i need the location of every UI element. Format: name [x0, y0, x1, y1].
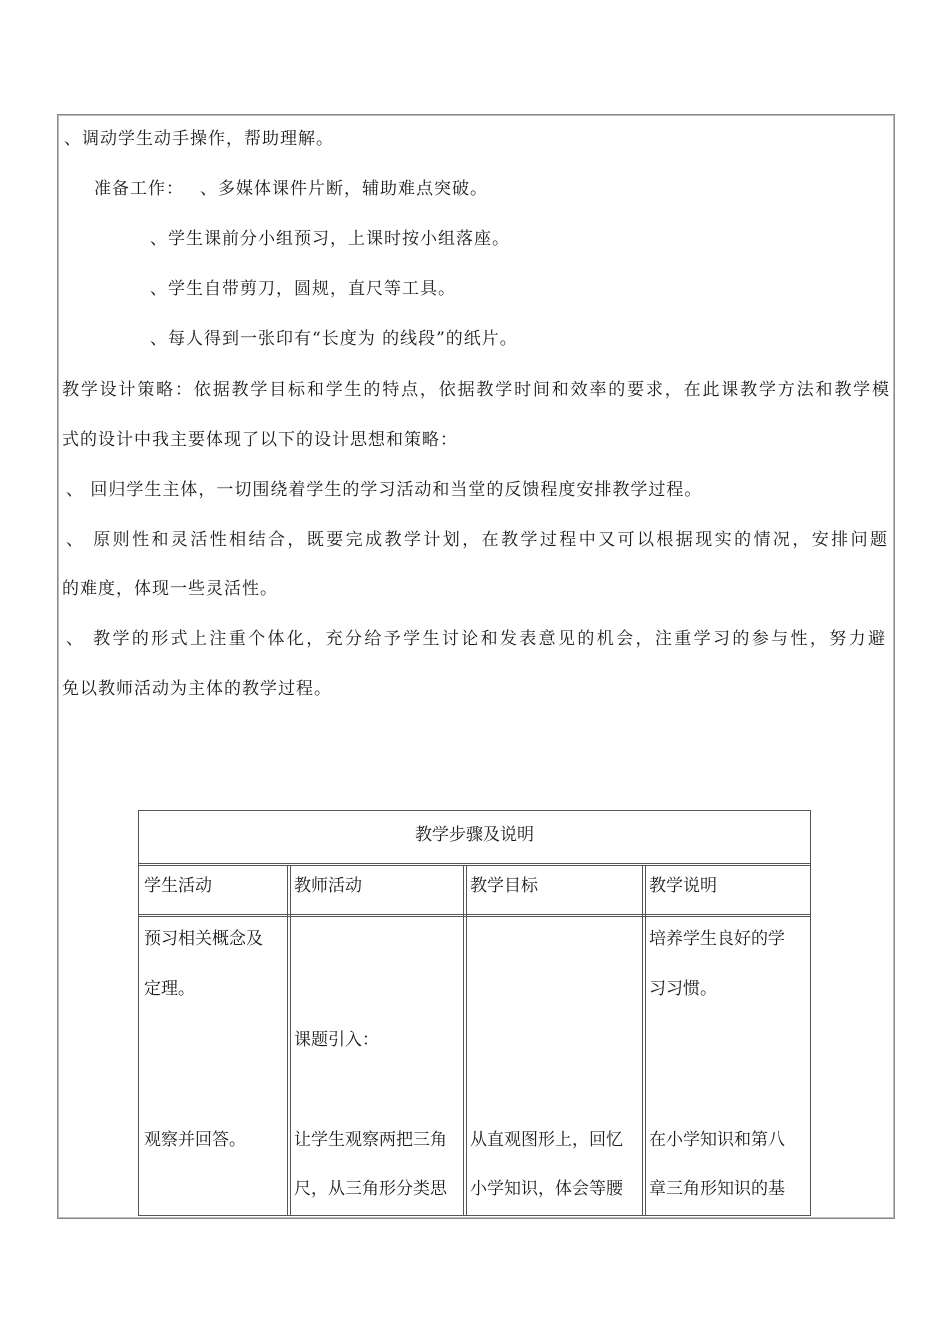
strategy-item-2a: 、 原则性和灵活性相结合，既要完成教学计划，在教学过程中又可以根据现实的情况，安排问题 [66, 530, 888, 550]
student-text-1: 预习相关概念及 [144, 929, 263, 949]
col-divider-3-inner [645, 865, 646, 1215]
title-divider-inner [139, 865, 810, 866]
col-divider-3 [642, 865, 643, 1215]
header-student: 学生活动 [144, 876, 212, 896]
strategy-line-1: 教学设计策略：依据教学目标和学生的特点，依据教学时间和效率的要求，在此课教学方法和教学模 [62, 380, 890, 400]
prep-item-4: 、每人得到一张印有“长度为 的线段”的纸片。 [150, 329, 518, 349]
prep-item-1: 、多媒体课件片断，辅助难点突破。 [200, 179, 488, 199]
col-divider-1 [287, 865, 288, 1215]
note-text-1: 培养学生良好的学 [649, 929, 785, 949]
student-text-3: 观察并回答。 [144, 1130, 246, 1150]
col-divider-2 [463, 865, 464, 1215]
goal-text-2: 小学知识，体会等腰 [470, 1179, 623, 1199]
strategy-item-2b: 的难度，体现一些灵活性。 [62, 579, 278, 599]
teacher-text-1: 课题引入： [294, 1030, 379, 1050]
student-text-2: 定理。 [144, 979, 195, 999]
header-divider-inner [139, 916, 810, 917]
strategy-item-3b: 免以教师活动为主体的教学过程。 [62, 679, 332, 699]
prep-item-2: 、学生课前分小组预习，上课时按小组落座。 [150, 229, 510, 249]
note-text-2: 习习惯。 [649, 979, 717, 999]
strategy-line-2: 式的设计中我主要体现了以下的设计思想和策略： [62, 430, 458, 450]
table-title: 教学步骤及说明 [415, 825, 534, 845]
header-teacher: 教师活动 [294, 876, 362, 896]
note-text-3: 在小学知识和第八 [649, 1130, 785, 1150]
intro-line-1: 、调动学生动手操作，帮助理解。 [64, 129, 334, 149]
strategy-item-1: 、 回归学生主体，一切围绕着学生的学习活动和当堂的反馈程度安排教学过程。 [66, 480, 703, 500]
header-goal: 教学目标 [470, 876, 538, 896]
note-text-4: 章三角形知识的基 [649, 1179, 785, 1199]
col-divider-1-inner [290, 865, 291, 1215]
teacher-text-3: 尺，从三角形分类思 [294, 1179, 447, 1199]
prep-label: 准备工作： [94, 179, 184, 199]
col-divider-2-inner [466, 865, 467, 1215]
goal-text-1: 从直观图形上，回忆 [470, 1130, 623, 1150]
header-divider [139, 914, 810, 915]
strategy-item-3a: 、 教学的形式上注重个体化，充分给予学生讨论和发表意见的机会，注重学习的参与性，努力避 [66, 629, 886, 649]
header-note: 教学说明 [649, 876, 717, 896]
steps-table [138, 810, 811, 1216]
title-divider [139, 863, 810, 864]
prep-item-3: 、学生自带剪刀，圆规，直尺等工具。 [150, 279, 456, 299]
teacher-text-2: 让学生观察两把三角 [294, 1130, 447, 1150]
